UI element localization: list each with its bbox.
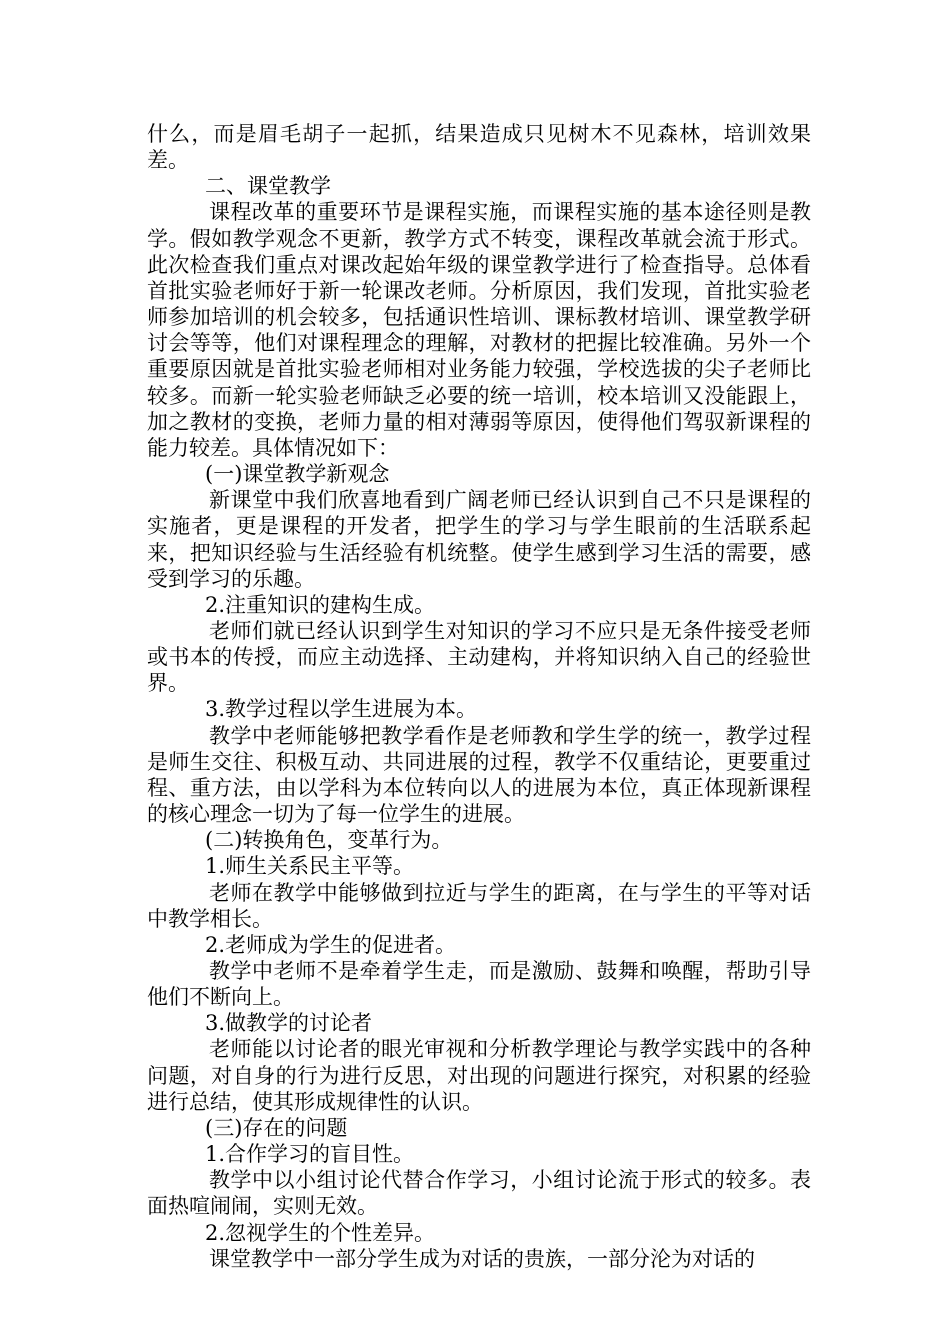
document-body [147, 121, 811, 1272]
paragraph-body: 课程改革的重要环节是课程实施，而课程实施的基本途径则是教学。假如教学观念不更新，教学方式不转变，课程改革就会流于形式。此次检查我们重点对课改起始年级的课堂教学进行了检查指导。总体看首批实验老师好于新一轮课改老师。分析原因，我们发现，首批实验老师参加培训的机会较多，包括通识性培训、课标教材培训、课堂教学研讨会等等，他们对课程理念的理解，对教材的把握比较准确。另外一个重要原因就是首批实验老师相对业务能力较强，学校选拔的尖子老师比较多。而新一轮实验老师缺乏必要的统一培训，校本培训又没能跟上，加之教材的变换，老师力量的相对薄弱等原因，使得他们驾驭新课程的能力较差。具体情况如下： [147, 200, 811, 460]
paragraph-body: 教学中老师不是牵着学生走，而是激励、鼓舞和唤醒，帮助引导他们不断向上。 [147, 959, 811, 1010]
subsection-heading: (三)存在的问题 [205, 1115, 348, 1140]
subsection-heading: (二)转换角色，变革行为。 [205, 828, 453, 853]
paragraph-body: 新课堂中我们欣喜地看到广阔老师已经认识到自己不只是课程的实施者，更是课程的开发者，把学生的学习与学生眼前的生活联系起来，把知识经验与生活经验有机统整。使学生感到学习生活的需要，感受到学习的乐趣。 [147, 488, 811, 591]
list-item-heading: 3.教学过程以学生进展为本。 [205, 697, 478, 722]
section-heading-classroom-teaching: 二、课堂教学 [205, 174, 331, 199]
subsection-heading: (一)课堂教学新观念 [205, 462, 390, 487]
list-item-heading: 2.老师成为学生的促进者。 [205, 932, 457, 957]
paragraph-body: 老师能以讨论者的眼光审视和分析教学理论与教学实践中的各种问题，对自身的行为进行反思，对出现的问题进行探究，对积累的经验进行总结，使其形成规律性的认识。 [147, 1037, 811, 1114]
paragraph-body: 课堂教学中一部分学生成为对话的贵族，一部分沦为对话的 [209, 1246, 755, 1271]
list-item-heading: 1.合作学习的盲目性。 [205, 1142, 415, 1167]
list-item-heading: 3.做教学的讨论者 [205, 1011, 373, 1036]
list-item-heading: 2.忽视学生的个性差异。 [205, 1220, 436, 1245]
paragraph-body: 老师们就已经认识到学生对知识的学习不应只是无条件接受老师或书本的传授，而应主动选择、主动建构，并将知识纳入自己的经验世界。 [147, 618, 811, 696]
list-item-heading: 1.师生关系民主平等。 [205, 854, 415, 879]
list-item-heading: 2.注重知识的建构生成。 [205, 592, 436, 617]
paragraph-continuation: 什么，而是眉毛胡子一起抓，结果造成只见树木不见森林，培训效果差。 [147, 122, 811, 173]
paragraph-body: 教学中以小组讨论代替合作学习，小组讨论流于形式的较多。表面热喧闹闹，实则无效。 [147, 1168, 811, 1219]
paragraph-body: 教学中老师能够把教学看作是老师教和学生学的统一，教学过程是师生交往、积极互动、共同进展的过程，教学不仅重结论，更要重过程、重方法，由以学科为本位转向以人的进展为本位，真正体现新课程的核心理念一切为了每一位学生的进展。 [147, 723, 811, 827]
paragraph-body: 老师在教学中能够做到拉近与学生的距离，在与学生的平等对话中教学相长。 [147, 880, 811, 931]
